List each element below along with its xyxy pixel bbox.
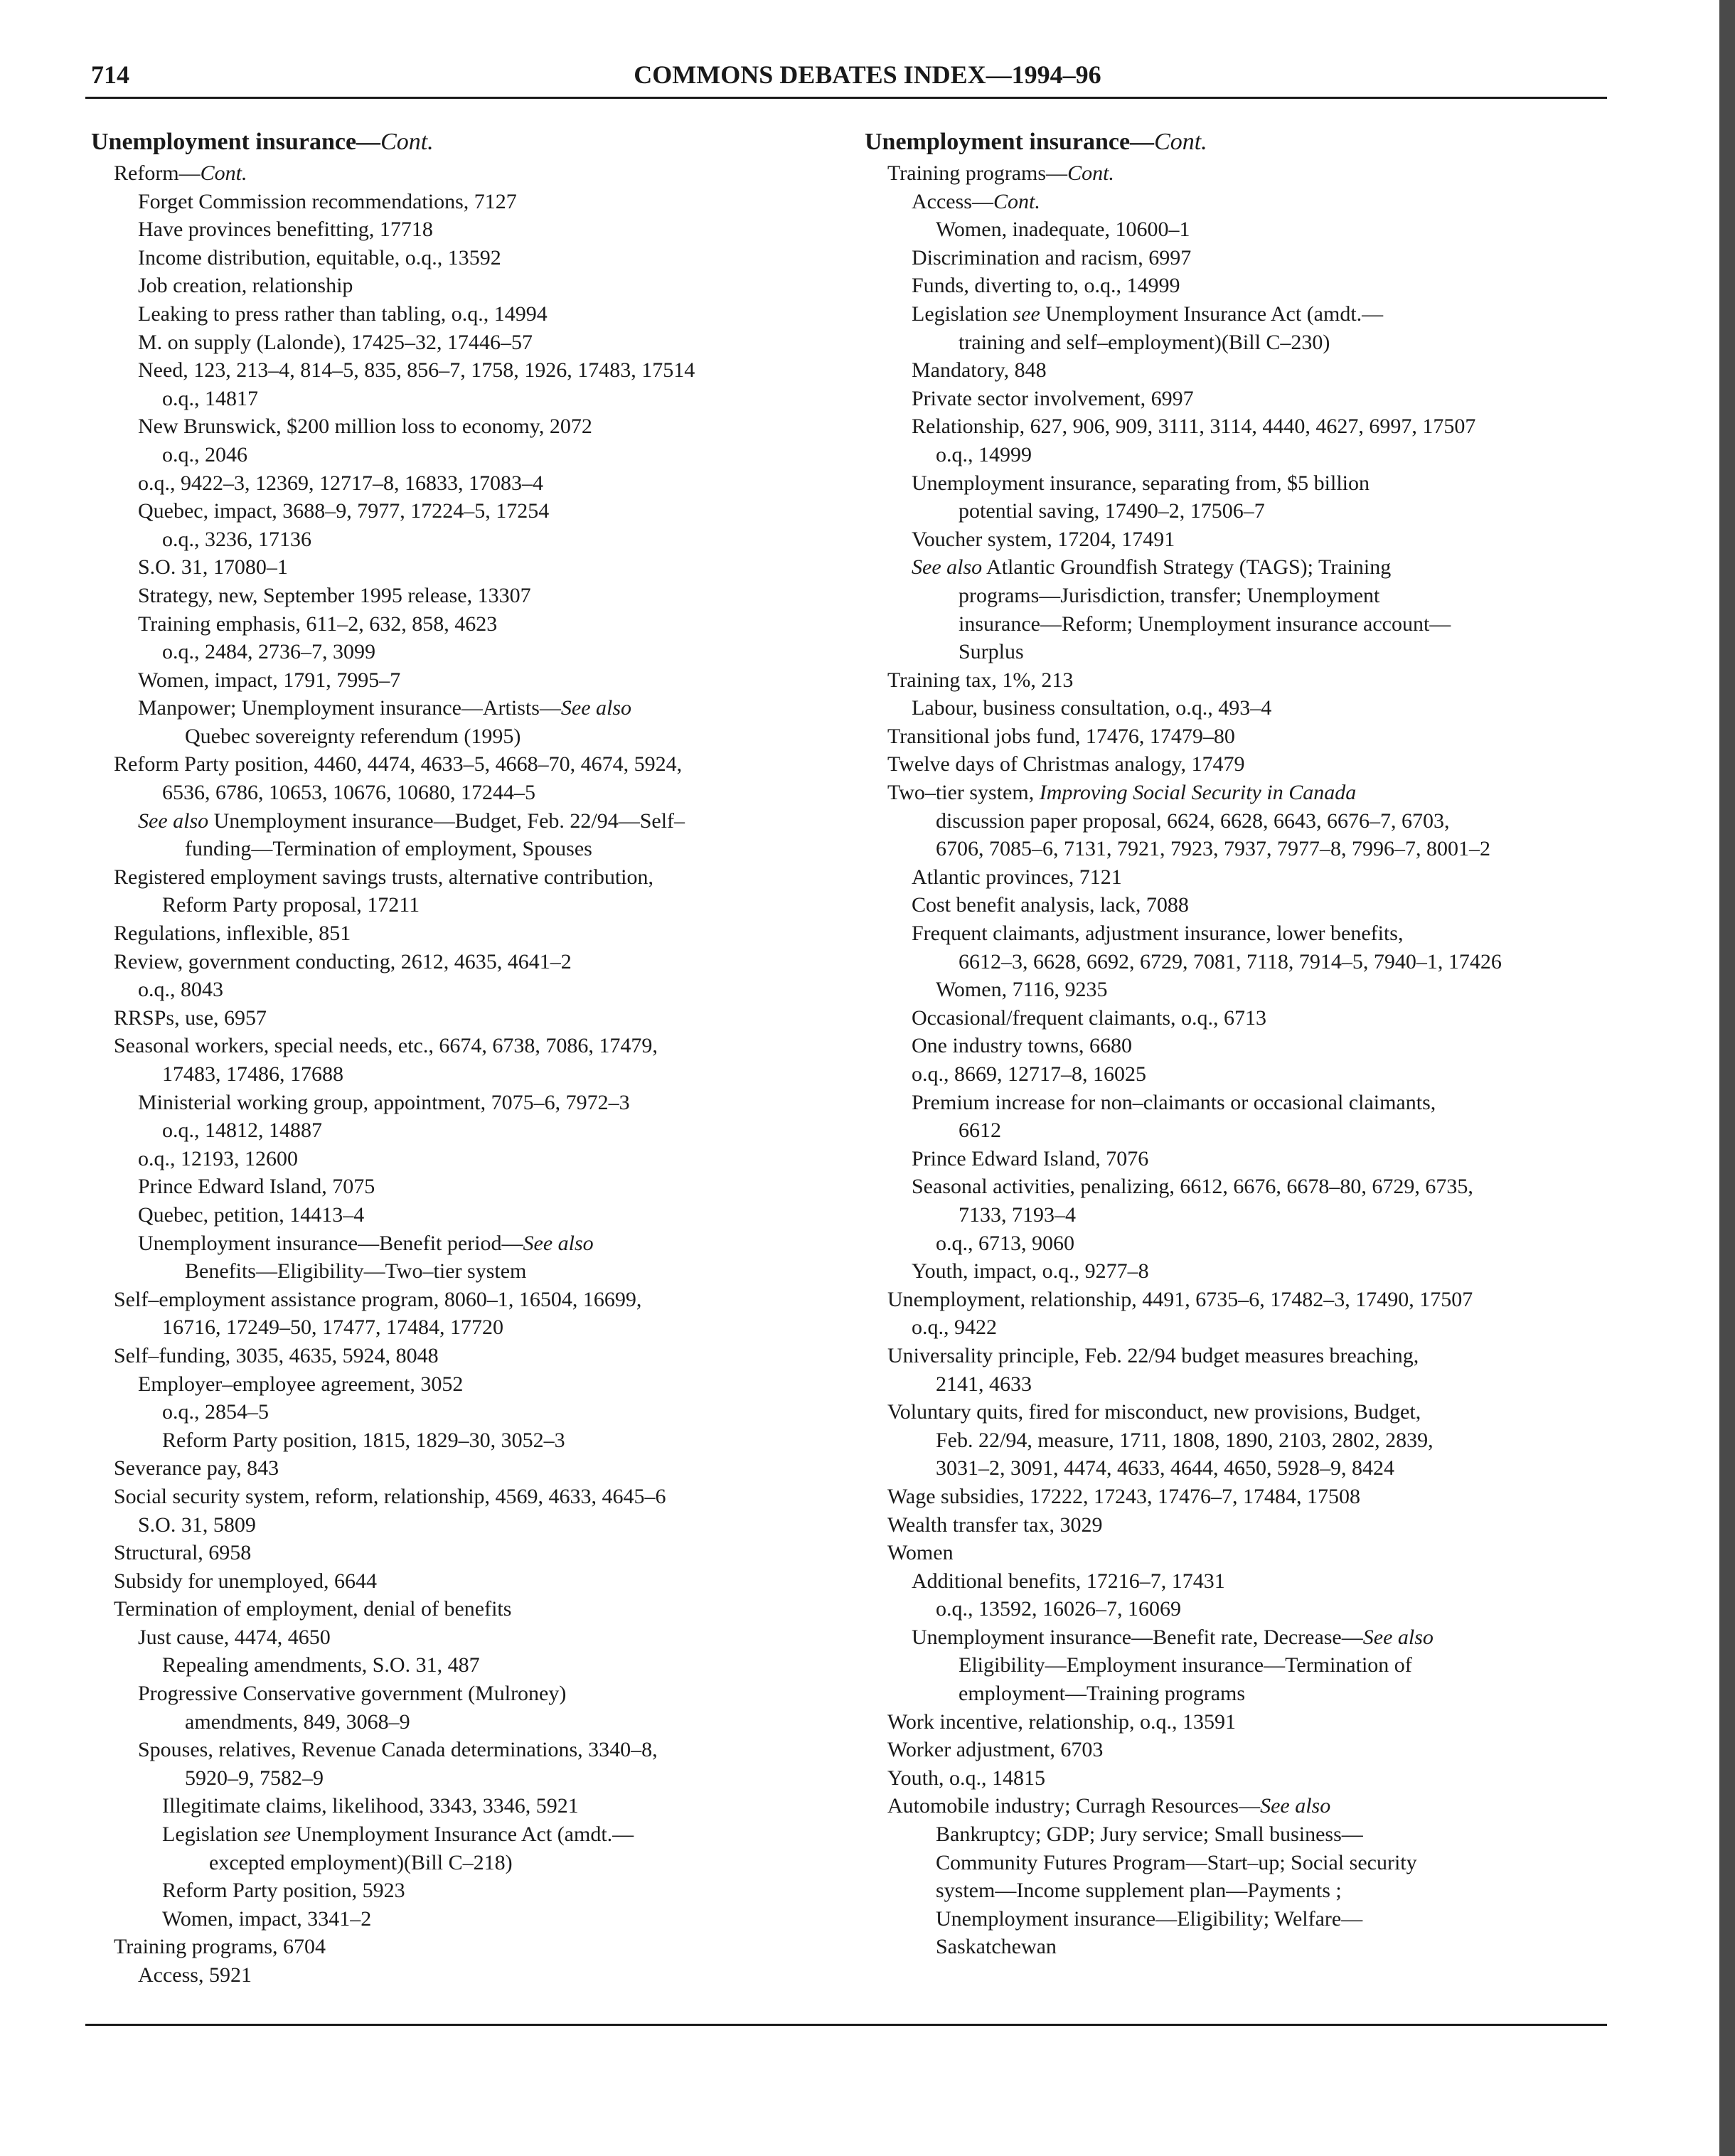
index-entry: [865, 1623, 1618, 1652]
index-entry: [91, 1849, 845, 1877]
index-entry: [865, 779, 1618, 807]
index-entry: [91, 1708, 845, 1736]
entry-text: Cost benefit analysis, lack, 7088: [912, 893, 1189, 917]
index-entry: [865, 1708, 1618, 1736]
entry-text: o.q., 2484, 2736–7, 3099: [162, 640, 375, 664]
entry-text: system—Income supplement plan—Payments ;: [936, 1879, 1342, 1903]
entry-text: Benefits—Eligibility—Two–tier system: [185, 1259, 527, 1284]
entry-text: New Brunswick, $200 million loss to economy, 2072: [138, 415, 592, 439]
index-entry: [865, 1257, 1618, 1286]
entry-text: Relationship, 627, 906, 909, 3111, 3114, 4440, 4627, 6997, 17507: [912, 415, 1476, 439]
index-entry: [865, 1820, 1618, 1849]
index-entry: [865, 1764, 1618, 1793]
index-entry: [91, 553, 845, 582]
entry-text: Training programs, 6704: [114, 1935, 326, 1959]
index-entry: [91, 1877, 845, 1905]
entry-text: Women, impact, 1791, 7995–7: [138, 668, 401, 692]
entry-text: o.q., 9422–3, 12369, 12717–8, 16833, 17083–4: [138, 471, 543, 495]
index-entry: [865, 1286, 1618, 1314]
index-entry: [865, 1313, 1618, 1342]
index-entry: [865, 553, 1618, 582]
index-entry: [865, 1595, 1618, 1623]
index-entry: [91, 1792, 845, 1820]
entry-text: Unemployment insurance—Eligibility; Welfare—: [936, 1906, 1363, 1931]
entry-text: Job creation, relationship: [138, 274, 353, 298]
entry-text: Social security system, reform, relationship, 4569, 4633, 4645–6: [114, 1484, 666, 1508]
index-entry: [865, 1849, 1618, 1877]
entry-text: Manpower; Unemployment insurance—Artists—: [138, 696, 561, 720]
index-entry: [91, 582, 845, 610]
index-entry: [91, 412, 845, 441]
entry-text: Youth, impact, o.q., 9277–8: [912, 1259, 1149, 1284]
index-entry: [865, 1201, 1618, 1229]
index-entry: [91, 1961, 845, 1990]
entry-text: Reform Party proposal, 17211: [162, 893, 420, 917]
index-entry: [91, 300, 845, 329]
index-entry: [865, 300, 1618, 329]
entry-text: Reform Party position, 1815, 1829–30, 3052–3: [162, 1428, 565, 1452]
index-entry: [91, 188, 845, 216]
index-entry: [865, 525, 1618, 554]
index-entry: [91, 666, 845, 695]
index-entry: [91, 807, 845, 836]
entry-text: 3031–2, 3091, 4474, 4633, 4644, 4650, 5928–9, 8424: [936, 1456, 1394, 1480]
entry-text: Worker adjustment, 6703: [887, 1738, 1104, 1762]
entry-text: o.q., 2854–5: [162, 1400, 269, 1424]
index-entry: [865, 1567, 1618, 1596]
index-entry: [865, 329, 1618, 357]
entry-text: potential saving, 17490–2, 17506–7: [959, 499, 1265, 523]
index-entry: [865, 412, 1618, 441]
entry-italic: Cont.: [1154, 129, 1207, 155]
entry-text: discussion paper proposal, 6624, 6628, 6643, 6676–7, 6703,: [936, 808, 1450, 833]
entry-text: o.q., 14817: [162, 386, 258, 410]
entry-text: training and self–employment)(Bill C–230): [959, 330, 1330, 354]
entry-italic: Cont.: [200, 161, 247, 185]
index-entry: [865, 215, 1618, 244]
index-entry: [91, 1820, 845, 1849]
entry-text: Discrimination and racism, 6997: [912, 245, 1192, 270]
index-entry: [865, 1792, 1618, 1820]
entry-text: programs—Jurisdiction, transfer; Unemployment: [959, 583, 1380, 607]
entry-text: M. on supply (Lalonde), 17425–32, 17446–57: [138, 330, 533, 354]
entry-text: Spouses, relatives, Revenue Canada determinations, 3340–8,: [138, 1738, 658, 1762]
index-entry: [91, 694, 845, 722]
index-entry: [865, 1454, 1618, 1483]
entry-text: Reform—: [114, 161, 201, 185]
index-entry: [865, 976, 1618, 1004]
entry-text: Unemployment Insurance Act (amdt.—: [1040, 301, 1384, 326]
index-entry: [91, 835, 845, 863]
entry-text: Legislation: [162, 1823, 264, 1847]
entry-italic: See also: [138, 808, 209, 833]
entry-text: Unemployment insurance, separating from, $5 billion: [912, 471, 1370, 495]
index-entry: [865, 272, 1618, 300]
index-entry: [865, 1680, 1618, 1708]
entry-text: Twelve days of Christmas analogy, 17479: [887, 752, 1245, 777]
index-entry: [865, 469, 1618, 498]
index-entry: [865, 1145, 1618, 1173]
entry-italic: See also: [912, 555, 983, 580]
index-entry: [91, 1370, 845, 1399]
index-heading: [865, 128, 1618, 156]
entry-text: Unemployment insurance—Budget, Feb. 22/94—Self–: [208, 808, 685, 833]
index-entry: [865, 919, 1618, 948]
entry-text: o.q., 13592, 16026–7, 16069: [936, 1597, 1181, 1621]
index-entry: [91, 948, 845, 976]
index-entry: [91, 1004, 845, 1032]
index-entry: [865, 1933, 1618, 1961]
index-entry: [91, 1342, 845, 1370]
index-entry: [91, 863, 845, 892]
entry-text: Automobile industry; Curragh Resources—: [887, 1794, 1261, 1818]
entry-text: Regulations, inflexible, 851: [114, 922, 351, 946]
entry-text: o.q., 8669, 12717–8, 16025: [912, 1062, 1146, 1086]
entry-text: Forget Commission recommendations, 7127: [138, 189, 517, 213]
index-entry: [91, 1313, 845, 1342]
index-entry: [865, 1736, 1618, 1764]
index-entry: [91, 750, 845, 779]
index-entry: [91, 1116, 845, 1145]
index-entry: [865, 356, 1618, 385]
entry-text: Have provinces benefitting, 17718: [138, 218, 433, 242]
entry-text: amendments, 849, 3068–9: [185, 1709, 410, 1734]
entry-text: Prince Edward Island, 7076: [912, 1146, 1149, 1170]
entry-text: Private sector involvement, 6997: [912, 386, 1194, 410]
entry-text: Wealth transfer tax, 3029: [887, 1512, 1103, 1537]
entry-text: Leaking to press rather than tabling, o.q., 14994: [138, 301, 548, 326]
entry-text: Eligibility—Employment insurance—Termination of: [959, 1653, 1412, 1677]
entry-text: Unemployment Insurance Act (amdt.—: [290, 1823, 634, 1847]
entry-text: Subsidy for unemployed, 6644: [114, 1569, 377, 1593]
index-entry: [91, 1145, 845, 1173]
entry-text: Income distribution, equitable, o.q., 13592: [138, 245, 501, 270]
entry-text: Access—: [912, 189, 993, 213]
index-entry: [865, 638, 1618, 666]
entry-text: Access, 5921: [138, 1963, 252, 1987]
entry-text: o.q., 12193, 12600: [138, 1146, 298, 1170]
entry-text: Saskatchewan: [936, 1935, 1057, 1959]
entry-text: Youth, o.q., 14815: [887, 1766, 1045, 1790]
index-entry: [91, 497, 845, 525]
index-entry: [91, 919, 845, 948]
entry-text: Registered employment savings trusts, alternative contribution,: [114, 865, 654, 889]
index-entry: [91, 244, 845, 272]
entry-text: Women: [887, 1541, 954, 1565]
entry-text: Employer–employee agreement, 3052: [138, 1372, 464, 1396]
entry-text: S.O. 31, 17080–1: [138, 555, 288, 580]
index-entry: [91, 1623, 845, 1652]
entry-text: Bankruptcy; GDP; Jury service; Small business—: [936, 1823, 1363, 1847]
entry-italic: See also: [1260, 1794, 1331, 1818]
index-entry: [91, 1539, 845, 1567]
index-entry: [91, 1032, 845, 1060]
entry-text: Unemployment insurance—Benefit rate, Decrease—: [912, 1625, 1363, 1649]
index-entry: [91, 1933, 845, 1961]
index-entry: [865, 666, 1618, 695]
entry-text: funding—Termination of employment, Spouses: [185, 837, 592, 861]
entry-italic: see: [263, 1823, 291, 1847]
index-entry: [865, 1173, 1618, 1201]
index-entry: [865, 244, 1618, 272]
entry-text: Mandatory, 848: [912, 358, 1047, 383]
entry-text: Progressive Conservative government (Mulroney): [138, 1682, 567, 1706]
entry-text: Severance pay, 843: [114, 1456, 279, 1480]
index-entry: [91, 329, 845, 357]
index-entry: [865, 1004, 1618, 1032]
entry-italic: Improving Social Security in Canada: [1039, 781, 1357, 805]
index-entry: [865, 385, 1618, 413]
entry-text: insurance—Reform; Unemployment insurance account—: [959, 612, 1451, 636]
index-entry: [91, 272, 845, 300]
index-entry: [91, 385, 845, 413]
entry-text: Quebec sovereignty referendum (1995): [185, 724, 521, 748]
entry-text: 6612–3, 6628, 6692, 6729, 7081, 7118, 7914–5, 7940–1, 17426: [959, 949, 1502, 973]
index-entry: [91, 1286, 845, 1314]
running-head: COMMONS DEBATES INDEX—1994–96: [634, 60, 1101, 89]
entry-text: One industry towns, 6680: [912, 1034, 1132, 1058]
index-entry: [865, 807, 1618, 836]
index-entry: [865, 159, 1618, 188]
entry-text: Reform Party position, 5923: [162, 1879, 405, 1903]
entry-italic: Cont.: [993, 189, 1040, 213]
index-entry: [865, 722, 1618, 751]
index-heading: [91, 128, 845, 156]
index-column-right: [865, 128, 1618, 1961]
entry-text: Training programs—: [887, 161, 1068, 185]
entry-text: o.q., 14812, 14887: [162, 1119, 322, 1143]
entry-text: o.q., 9422: [912, 1316, 997, 1340]
index-entry: [91, 159, 845, 188]
index-entry: [91, 1595, 845, 1623]
entry-italic: See also: [1362, 1625, 1434, 1649]
index-entry: [91, 1680, 845, 1708]
entry-text: 7133, 7193–4: [959, 1202, 1076, 1227]
entry-text: Self–employment assistance program, 8060–1, 16504, 16699,: [114, 1287, 642, 1311]
index-entry: [865, 863, 1618, 892]
index-entry: [91, 1089, 845, 1117]
index-entry: [865, 1539, 1618, 1567]
entry-text: Seasonal workers, special needs, etc., 6674, 6738, 7086, 17479,: [114, 1034, 658, 1058]
entry-text: Wage subsidies, 17222, 17243, 17476–7, 17484, 17508: [887, 1484, 1361, 1508]
entry-text: Unemployment insurance—: [91, 129, 381, 155]
entry-text: Additional benefits, 17216–7, 17431: [912, 1569, 1225, 1593]
entry-text: Universality principle, Feb. 22/94 budget measures breaching,: [887, 1343, 1419, 1367]
entry-text: S.O. 31, 5809: [138, 1512, 256, 1537]
index-entry: [865, 610, 1618, 639]
page-number: 714: [91, 60, 129, 89]
index-entry: [91, 1567, 845, 1596]
index-entry: [91, 1651, 845, 1680]
index-entry: [91, 1229, 845, 1258]
entry-text: 2141, 4633: [936, 1372, 1032, 1396]
entry-text: Atlantic provinces, 7121: [912, 865, 1122, 889]
entry-text: Strategy, new, September 1995 release, 13307: [138, 583, 531, 607]
index-entry: [91, 638, 845, 666]
index-entry: [865, 1229, 1618, 1258]
entry-text: Voluntary quits, fired for misconduct, new provisions, Budget,: [887, 1400, 1421, 1424]
index-entry: [865, 1370, 1618, 1399]
entry-text: Review, government conducting, 2612, 4635, 4641–2: [114, 949, 572, 973]
index-entry: [91, 1736, 845, 1764]
index-entry: [865, 1905, 1618, 1933]
entry-italic: see: [1013, 301, 1040, 326]
entry-italic: Cont.: [1067, 161, 1114, 185]
entry-text: 6706, 7085–6, 7131, 7921, 7923, 7937, 7977–8, 7996–7, 8001–2: [936, 837, 1490, 861]
index-entry: [865, 1483, 1618, 1511]
entry-text: Voucher system, 17204, 17491: [912, 527, 1175, 551]
index-entry: [865, 1060, 1618, 1089]
entry-text: o.q., 2046: [162, 442, 247, 466]
entry-text: Reform Party position, 4460, 4474, 4633–5, 4668–70, 4674, 5924,: [114, 752, 683, 777]
index-entry: [91, 1201, 845, 1229]
index-entry: [91, 1483, 845, 1511]
index-entry: [865, 891, 1618, 919]
entry-text: Prince Edward Island, 7075: [138, 1175, 375, 1199]
index-entry: [91, 441, 845, 469]
index-entry: [91, 1905, 845, 1933]
index-entry: [865, 1877, 1618, 1905]
header-rule: [85, 97, 1607, 99]
index-entry: [865, 1089, 1618, 1117]
entry-text: Feb. 22/94, measure, 1711, 1808, 1890, 2103, 2802, 2839,: [936, 1428, 1434, 1452]
entry-text: o.q., 14999: [936, 442, 1032, 466]
entry-text: Funds, diverting to, o.q., 14999: [912, 274, 1180, 298]
index-entry: [865, 1426, 1618, 1455]
entry-text: Self–funding, 3035, 4635, 5924, 8048: [114, 1343, 439, 1367]
entry-text: Seasonal activities, penalizing, 6612, 6676, 6678–80, 6729, 6735,: [912, 1175, 1473, 1199]
entry-text: Women, impact, 3341–2: [162, 1906, 372, 1931]
entry-text: o.q., 8043: [138, 978, 223, 1002]
index-entry: [91, 722, 845, 751]
index-entry: [91, 525, 845, 554]
index-entry: [91, 1398, 845, 1426]
entry-text: 17483, 17486, 17688: [162, 1062, 343, 1086]
entry-text: Legislation: [912, 301, 1013, 326]
entry-text: Work incentive, relationship, o.q., 13591: [887, 1709, 1236, 1734]
entry-italic: See also: [560, 696, 632, 720]
entry-text: Atlantic Groundfish Strategy (TAGS); Training: [982, 555, 1392, 580]
index-entry: [865, 1651, 1618, 1680]
index-entry: [865, 1116, 1618, 1145]
entry-text: Illegitimate claims, likelihood, 3343, 3346, 5921: [162, 1794, 579, 1818]
index-entry: [91, 1454, 845, 1483]
entry-text: 6536, 6786, 10653, 10676, 10680, 17244–5: [162, 781, 535, 805]
scan-edge: [1719, 0, 1735, 2156]
entry-text: Occasional/frequent claimants, o.q., 6713: [912, 1005, 1267, 1030]
index-entry: [865, 835, 1618, 863]
entry-text: Transitional jobs fund, 17476, 17479–80: [887, 724, 1235, 748]
entry-text: Community Futures Program—Start–up; Social security: [936, 1850, 1417, 1874]
footer-rule: [85, 2024, 1607, 2026]
index-entry: [865, 1511, 1618, 1539]
index-entry: [865, 750, 1618, 779]
index-entry: [91, 1426, 845, 1455]
entry-text: Unemployment, relationship, 4491, 6735–6, 17482–3, 17490, 17507: [887, 1287, 1473, 1311]
entry-text: Women, inadequate, 10600–1: [936, 218, 1190, 242]
entry-text: Two–tier system,: [887, 781, 1040, 805]
entry-text: o.q., 3236, 17136: [162, 527, 311, 551]
entry-italic: See also: [523, 1231, 594, 1255]
entry-text: RRSPs, use, 6957: [114, 1005, 267, 1030]
index-entry: [91, 215, 845, 244]
entry-text: Just cause, 4474, 4650: [138, 1625, 331, 1649]
index-entry: [91, 976, 845, 1004]
entry-text: Premium increase for non–claimants or occasional claimants,: [912, 1090, 1436, 1114]
entry-text: Quebec, impact, 3688–9, 7977, 17224–5, 17254: [138, 499, 550, 523]
index-entry: [865, 1032, 1618, 1060]
entry-text: Structural, 6958: [114, 1541, 252, 1565]
entry-text: 6612: [959, 1119, 1001, 1143]
entry-text: employment—Training programs: [959, 1682, 1246, 1706]
entry-italic: Cont.: [380, 129, 434, 155]
index-entry: [865, 497, 1618, 525]
index-entry: [865, 694, 1618, 722]
index-column-left: [91, 128, 845, 1990]
entry-text: 5920–9, 7582–9: [185, 1766, 324, 1790]
index-entry: [865, 948, 1618, 976]
index-entry: [865, 582, 1618, 610]
index-entry: [865, 188, 1618, 216]
entry-text: Quebec, petition, 14413–4: [138, 1202, 365, 1227]
index-entry: [91, 356, 845, 385]
entry-text: Training tax, 1%, 213: [887, 668, 1074, 692]
index-entry: [91, 1764, 845, 1793]
entry-text: Repealing amendments, S.O. 31, 487: [162, 1653, 480, 1677]
index-entry: [91, 1060, 845, 1089]
entry-text: Labour, business consultation, o.q., 493–4: [912, 696, 1272, 720]
entry-text: Surplus: [959, 640, 1024, 664]
index-entry: [91, 1511, 845, 1539]
entry-text: Need, 123, 213–4, 814–5, 835, 856–7, 1758, 1926, 17483, 17514: [138, 358, 695, 383]
entry-text: o.q., 6713, 9060: [936, 1231, 1074, 1255]
entry-text: Termination of employment, denial of benefits: [114, 1597, 512, 1621]
index-entry: [91, 610, 845, 639]
entry-text: excepted employment)(Bill C–218): [209, 1850, 513, 1874]
index-entry: [865, 441, 1618, 469]
index-entry: [865, 1398, 1618, 1426]
index-entry: [91, 891, 845, 919]
entry-text: 16716, 17249–50, 17477, 17484, 17720: [162, 1316, 503, 1340]
entry-text: Unemployment insurance—: [865, 129, 1155, 155]
index-entry: [91, 1257, 845, 1286]
index-entry: [865, 1342, 1618, 1370]
index-entry: [91, 1173, 845, 1201]
entry-text: Unemployment insurance—Benefit period—: [138, 1231, 523, 1255]
index-entry: [91, 469, 845, 498]
entry-text: Frequent claimants, adjustment insurance, lower benefits,: [912, 922, 1404, 946]
index-entry: [91, 779, 845, 807]
entry-text: Ministerial working group, appointment, 7075–6, 7972–3: [138, 1090, 630, 1114]
entry-text: Training emphasis, 611–2, 632, 858, 4623: [138, 612, 498, 636]
entry-text: Women, 7116, 9235: [936, 978, 1108, 1002]
